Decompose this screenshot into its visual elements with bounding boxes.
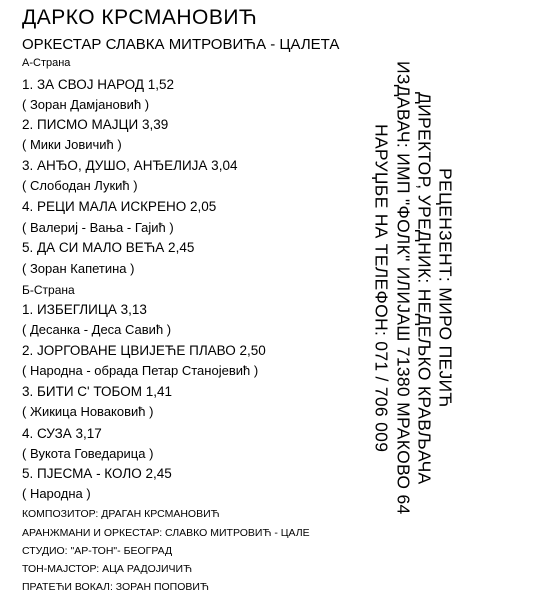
- side-a-track-2-title: 2. ПИСМО МАЈЦИ 3,39: [22, 117, 169, 132]
- side-a-track-1-title: 1. ЗА СВОЈ НАРОД 1,52: [22, 77, 175, 92]
- side-b-track-2-author: ( Народна - обрада Петар Станојевић ): [22, 363, 259, 378]
- publisher-label: ИЗДАВАЧ: ИМП "ФОЛК" ИЛИЈАШ 71380 МРАКОВО 64: [393, 61, 414, 515]
- side-b-track-2-title: 2. ЈОРГОВАНЕ ЦВИЈЕЋЕ ПЛАВО 2,50: [22, 343, 266, 358]
- credit-studio: СТУДИО: "АР-ТОН"- БЕОГРАД: [22, 545, 173, 557]
- side-a-track-1-author: ( Зоран Дамјановић ): [22, 97, 150, 112]
- publisher-reviewer: РЕЦЕНЗЕНТ: МИРО ПЕЈИЋ: [435, 168, 456, 408]
- side-b-track-4-title: 4. СУЗА 3,17: [22, 426, 102, 441]
- side-b-track-5-title: 5. ПЈЕСМА - КОЛО 2,45: [22, 466, 172, 481]
- side-a-track-5-author: ( Зоран Капетина ): [22, 261, 135, 276]
- side-a-track-5-title: 5. ДА СИ МАЛО ВЕЋА 2,45: [22, 240, 195, 255]
- publisher-order-phone: НАРУЏБЕ НА ТЕЛЕФОН: 071 / 706 009: [371, 123, 392, 453]
- side-a-track-4-author: ( Валериј - Вања - Гајић ): [22, 220, 174, 235]
- side-b-track-1-author: ( Десанка - Деса Савић ): [22, 322, 172, 337]
- side-a-track-3-title: 3. АНЂО, ДУШО, АНЂЕЛИЈА 3,04: [22, 158, 238, 173]
- side-b-track-4-author: ( Вукота Говедарица ): [22, 446, 154, 461]
- credit-composer: КОМПОЗИТОР: ДРАГАН КРСМАНОВИЋ: [22, 508, 220, 520]
- orchestra-name: ОРКЕСТАР СЛАВКА МИТРОВИЋА - ЦАЛЕТА: [22, 36, 340, 53]
- side-b-track-3-title: 3. БИТИ С' ТОБОМ 1,41: [22, 384, 172, 399]
- side-a-track-4-title: 4. РЕЦИ МАЛА ИСКРЕНО 2,05: [22, 199, 217, 214]
- credit-backing-vocal: ПРАТЕЋИ ВОКАЛ: ЗОРАН ПОПОВИЋ: [22, 581, 209, 593]
- side-b-track-5-author: ( Народна ): [22, 486, 91, 501]
- credit-arrangements: АРАНЖМАНИ И ОРКЕСТАР: СЛАВКО МИТРОВИЋ - ЦАЛЕ: [22, 527, 310, 539]
- side-b-track-1-title: 1. ИЗБЕГЛИЦА 3,13: [22, 302, 147, 317]
- side-a-track-3-author: ( Слободан Лукић ): [22, 178, 138, 193]
- side-b-track-3-author: ( Жикица Новаковић ): [22, 404, 154, 419]
- publisher-director: ДИРЕКТОР, УРЕДНИК: НЕДЕЉКО КРАВЉАЧА: [414, 91, 435, 485]
- side-a-track-2-author: ( Мики Јовичић ): [22, 137, 122, 152]
- credit-sound-engineer: ТОН-МАЈСТОР: АЦА РАДОЈИЧИЋ: [22, 563, 193, 575]
- artist-name: ДАРКО КРСМАНОВИЋ: [22, 6, 258, 29]
- side-a-label: А-Страна: [22, 57, 71, 69]
- side-b-label: Б-Страна: [22, 283, 75, 297]
